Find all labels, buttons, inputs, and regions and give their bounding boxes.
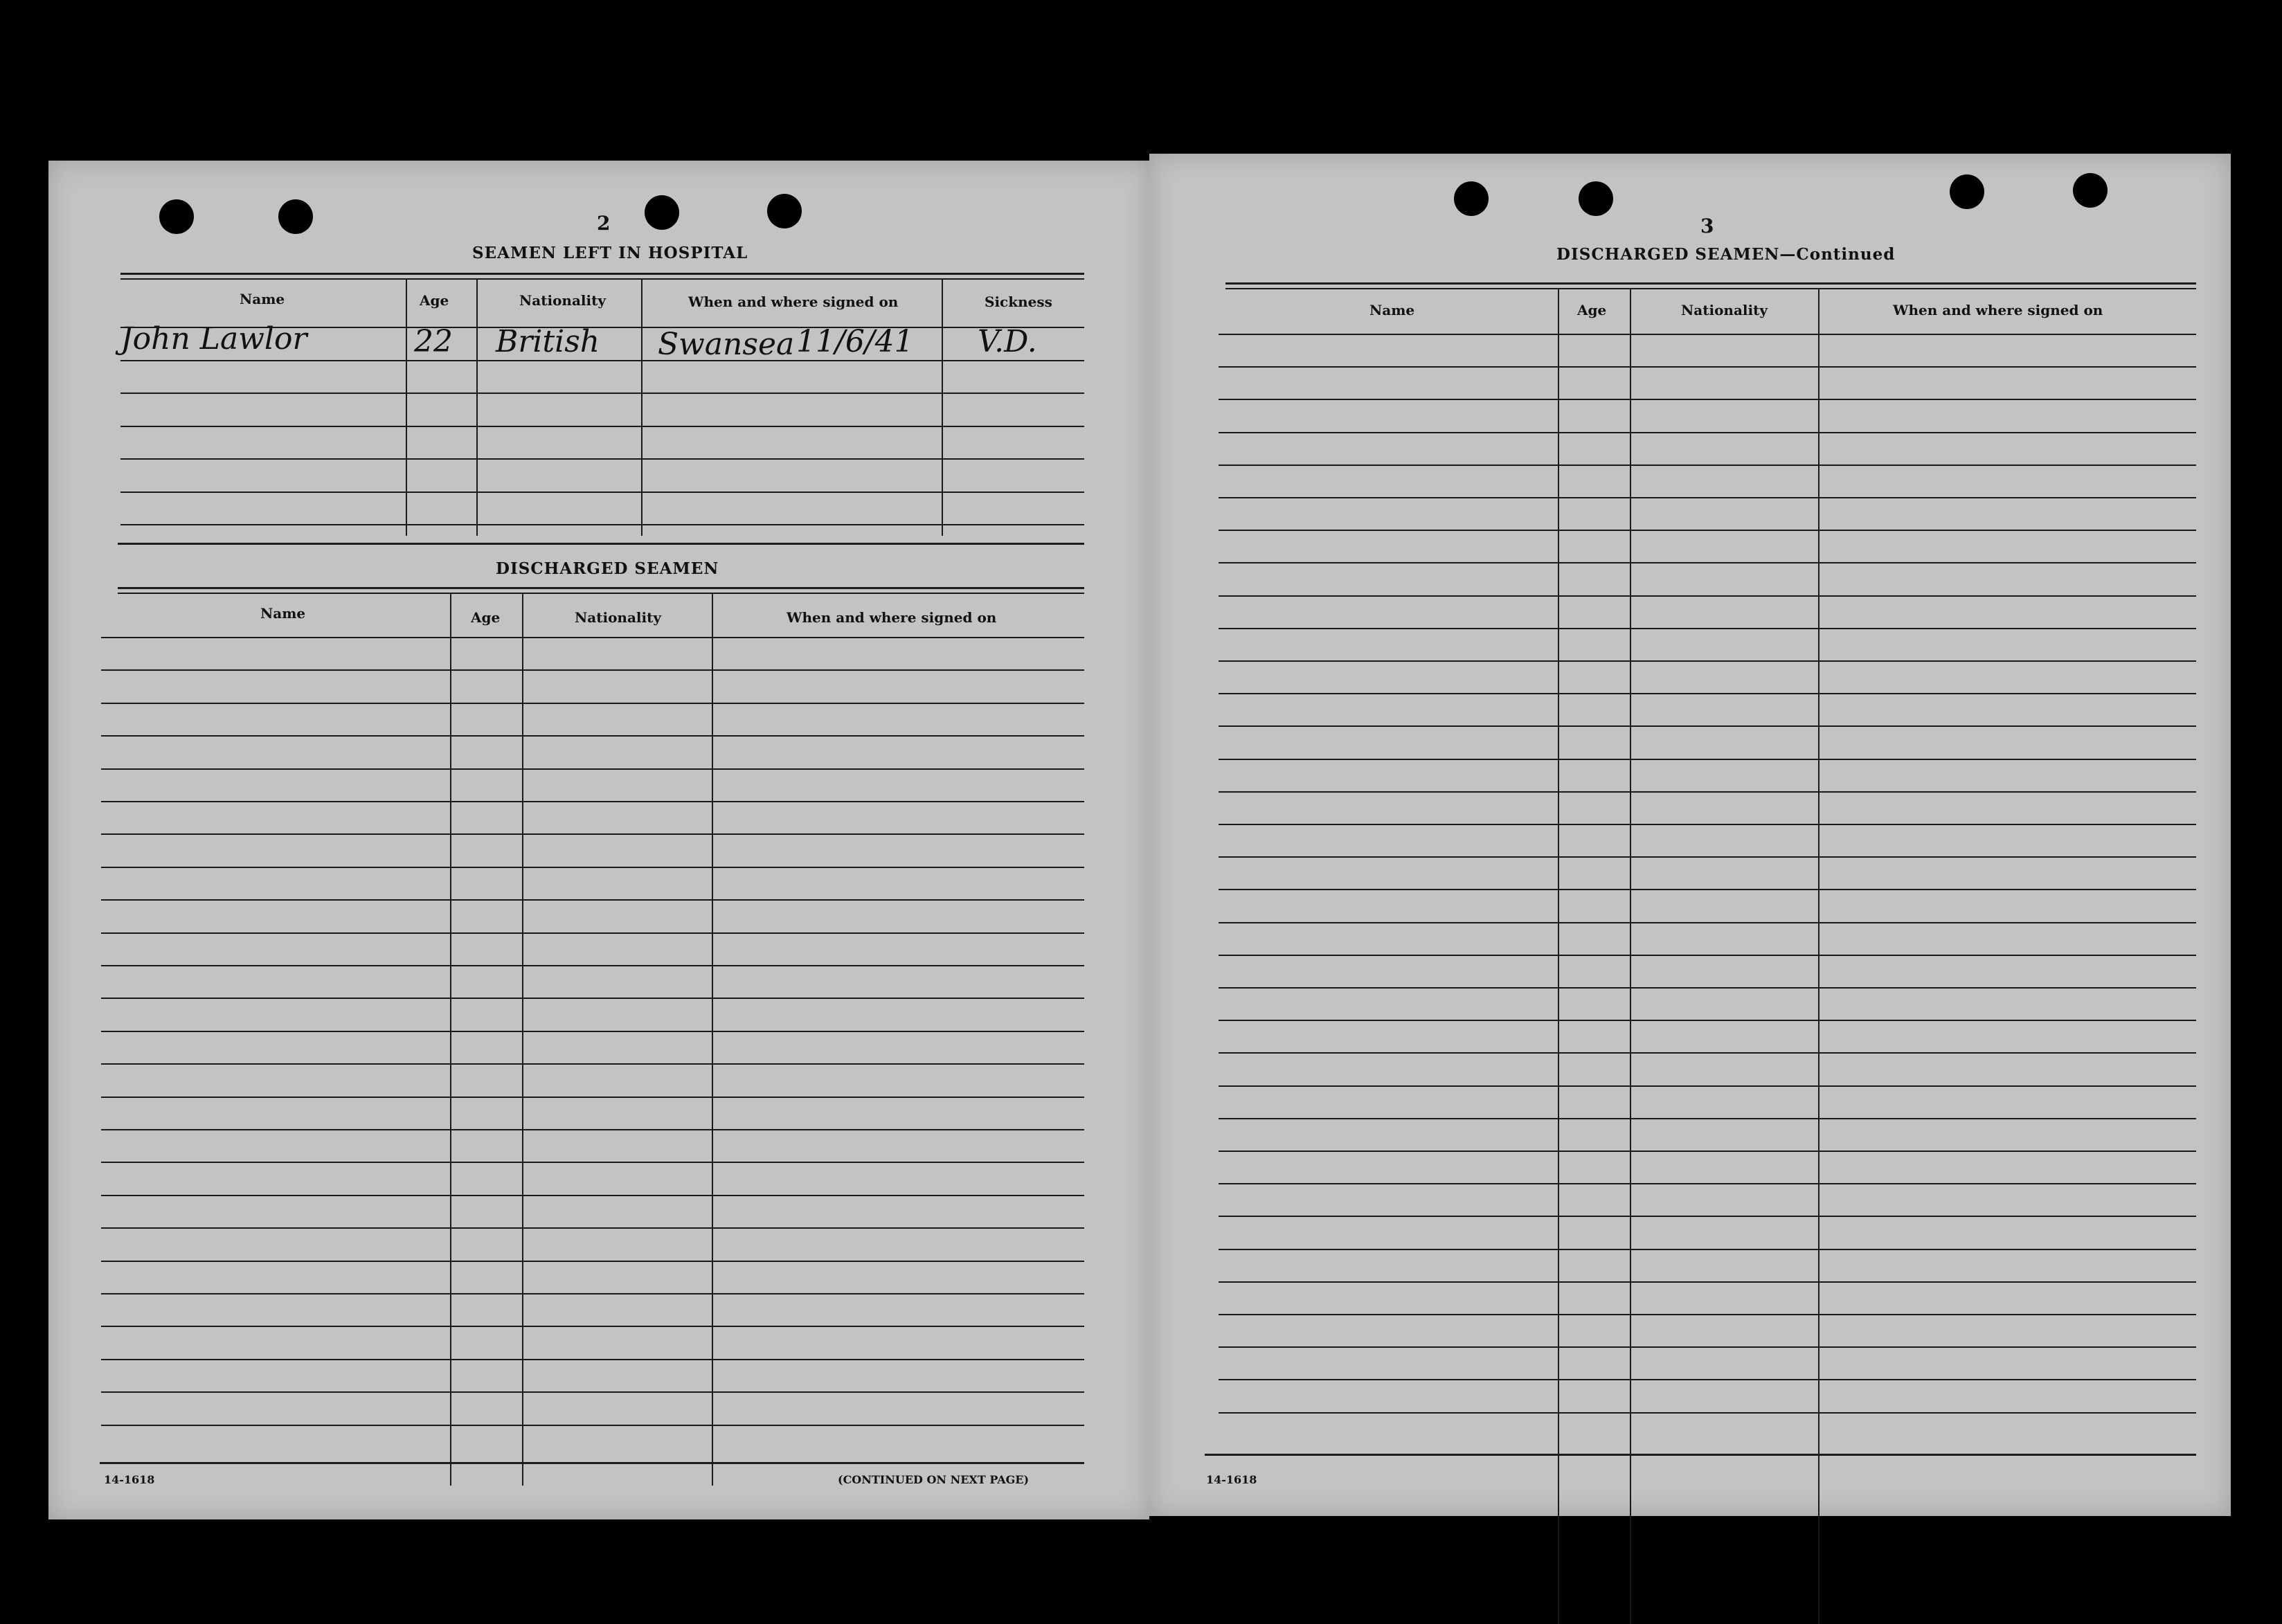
binder-hole <box>2073 173 2108 208</box>
table-row-rule <box>101 1162 1084 1163</box>
table-row-rule <box>101 1227 1084 1229</box>
table-row-rule <box>1219 530 2196 531</box>
table-row-rule <box>101 1129 1084 1130</box>
table-row-rule <box>101 669 1084 671</box>
table-row-rule <box>1219 922 2196 923</box>
table-row-rule <box>101 867 1084 868</box>
hospital-table-bottom-rule <box>118 543 1084 545</box>
continued-col-name: Name <box>1369 302 1415 318</box>
hospital-col-divider <box>942 280 943 536</box>
hospital-row-age: 22 <box>414 324 453 359</box>
table-row-rule <box>101 1097 1084 1098</box>
hospital-col-sickness: Sickness <box>985 294 1052 310</box>
table-row-rule <box>1219 759 2196 760</box>
table-row-rule <box>1219 660 2196 662</box>
page-number: 3 <box>1700 215 1714 237</box>
table-row-rule <box>1219 1020 2196 1021</box>
discharged-col-signed-on: When and where signed on <box>787 609 997 626</box>
continued-col-age: Age <box>1577 302 1607 318</box>
table-row-rule <box>1219 334 2196 335</box>
right-page <box>1149 154 2231 1516</box>
table-row-rule <box>101 998 1084 999</box>
hospital-col-signed-on: When and where signed on <box>688 294 899 310</box>
discharged-continued-title: DISCHARGED SEAMEN—Continued <box>1556 245 1896 264</box>
table-row-rule <box>101 768 1084 770</box>
hospital-col-divider <box>406 280 407 536</box>
discharged-table-top-rule-2 <box>118 593 1084 594</box>
table-row-rule <box>1219 399 2196 400</box>
table-row-rule <box>101 833 1084 835</box>
binder-hole <box>767 194 802 228</box>
table-row-rule <box>1219 432 2196 433</box>
table-row-rule <box>1219 497 2196 498</box>
table-row-rule <box>101 1195 1084 1196</box>
hospital-col-name: Name <box>240 291 285 307</box>
table-row-rule <box>120 458 1084 460</box>
discharged-col-divider <box>712 594 713 1486</box>
hospital-table-top-rule-2 <box>120 278 1084 280</box>
discharged-col-nationality: Nationality <box>575 609 661 626</box>
continued-col-signed-on: When and where signed on <box>1893 302 2103 318</box>
table-row-rule <box>1219 856 2196 858</box>
table-row-rule <box>1219 1183 2196 1184</box>
binder-hole <box>1579 181 1613 216</box>
hospital-row-signed-on-date: 11/6/41 <box>796 324 914 359</box>
table-row-rule <box>101 703 1084 704</box>
continued-table-top-rule <box>1225 282 2196 285</box>
table-row-rule <box>1219 1151 2196 1152</box>
form-number: 14-1618 <box>1206 1473 1257 1486</box>
table-row-rule <box>120 393 1084 394</box>
table-row-rule <box>1219 1249 2196 1250</box>
discharged-table-top-rule <box>118 587 1084 589</box>
table-row-rule <box>1219 366 2196 368</box>
table-row-rule <box>120 524 1084 525</box>
table-row-rule <box>101 899 1084 901</box>
binder-hole <box>278 199 313 234</box>
table-row-rule <box>1219 1052 2196 1054</box>
table-row-rule <box>101 1425 1084 1426</box>
continued-table-bottom-rule <box>1205 1454 2196 1456</box>
page-number: 2 <box>597 212 611 235</box>
table-row-rule <box>1219 1412 2196 1414</box>
left-page <box>48 161 1149 1519</box>
table-row-rule <box>1219 1281 2196 1283</box>
table-row-rule <box>1219 1216 2196 1217</box>
table-row-rule <box>120 360 1084 361</box>
table-row-rule <box>1219 1085 2196 1087</box>
table-row-rule <box>120 426 1084 427</box>
continued-col-nationality: Nationality <box>1681 302 1768 318</box>
table-row-rule <box>1219 824 2196 825</box>
table-row-rule <box>1219 464 2196 466</box>
table-row-rule <box>1219 1314 2196 1315</box>
continued-note: (CONTINUED ON NEXT PAGE) <box>838 1473 1030 1486</box>
hospital-col-divider <box>476 280 478 536</box>
binder-hole <box>1454 181 1489 216</box>
hospital-col-divider <box>641 280 643 536</box>
table-row-rule <box>1219 628 2196 629</box>
table-row-rule <box>1219 955 2196 956</box>
discharged-col-divider <box>450 594 451 1486</box>
table-row-rule <box>1219 1379 2196 1380</box>
table-row-rule <box>101 1293 1084 1294</box>
continued-col-divider <box>1558 289 1559 1624</box>
table-row-rule <box>101 1359 1084 1360</box>
discharged-col-divider <box>522 594 523 1486</box>
binder-hole <box>645 195 679 230</box>
table-row-rule <box>1219 791 2196 793</box>
discharged-table-bottom-rule <box>100 1462 1084 1464</box>
hospital-row-sickness: V.D. <box>978 324 1037 359</box>
table-row-rule <box>101 1031 1084 1032</box>
table-row-rule <box>101 1326 1084 1327</box>
table-row-rule <box>1219 562 2196 563</box>
hospital-col-age: Age <box>420 292 449 309</box>
hospital-row-nationality: British <box>496 324 600 359</box>
discharged-col-name: Name <box>260 605 306 622</box>
table-row-rule <box>1219 693 2196 694</box>
table-row-rule <box>101 735 1084 737</box>
continued-col-divider <box>1818 289 1820 1624</box>
hospital-table-top-rule <box>120 273 1084 275</box>
hospital-row-name: John Lawlor <box>120 321 307 357</box>
table-row-rule <box>1219 889 2196 890</box>
table-row-rule <box>101 965 1084 966</box>
table-row-rule <box>1219 595 2196 597</box>
table-row-rule <box>120 491 1084 493</box>
continued-table-top-rule-2 <box>1225 288 2196 289</box>
table-row-rule <box>1219 987 2196 989</box>
discharged-col-age: Age <box>471 609 501 626</box>
table-row-rule <box>120 327 1084 328</box>
binder-hole <box>1950 174 1984 209</box>
table-row-rule <box>1219 725 2196 727</box>
table-row-rule <box>101 1391 1084 1393</box>
discharged-section-title: DISCHARGED SEAMEN <box>496 559 719 578</box>
table-row-rule <box>101 801 1084 802</box>
hospital-section-title: SEAMEN LEFT IN HOSPITAL <box>472 244 748 262</box>
table-row-rule <box>101 1063 1084 1065</box>
table-row-rule <box>1219 1118 2196 1119</box>
hospital-col-nationality: Nationality <box>519 292 606 309</box>
hospital-row-signed-on-place: Swansea <box>658 327 795 362</box>
binder-hole <box>159 199 194 234</box>
continued-col-divider <box>1630 289 1631 1624</box>
table-row-rule <box>101 1261 1084 1262</box>
table-row-rule <box>101 932 1084 934</box>
table-row-rule <box>101 637 1084 638</box>
table-row-rule <box>1219 1346 2196 1348</box>
form-number: 14-1618 <box>104 1473 155 1486</box>
